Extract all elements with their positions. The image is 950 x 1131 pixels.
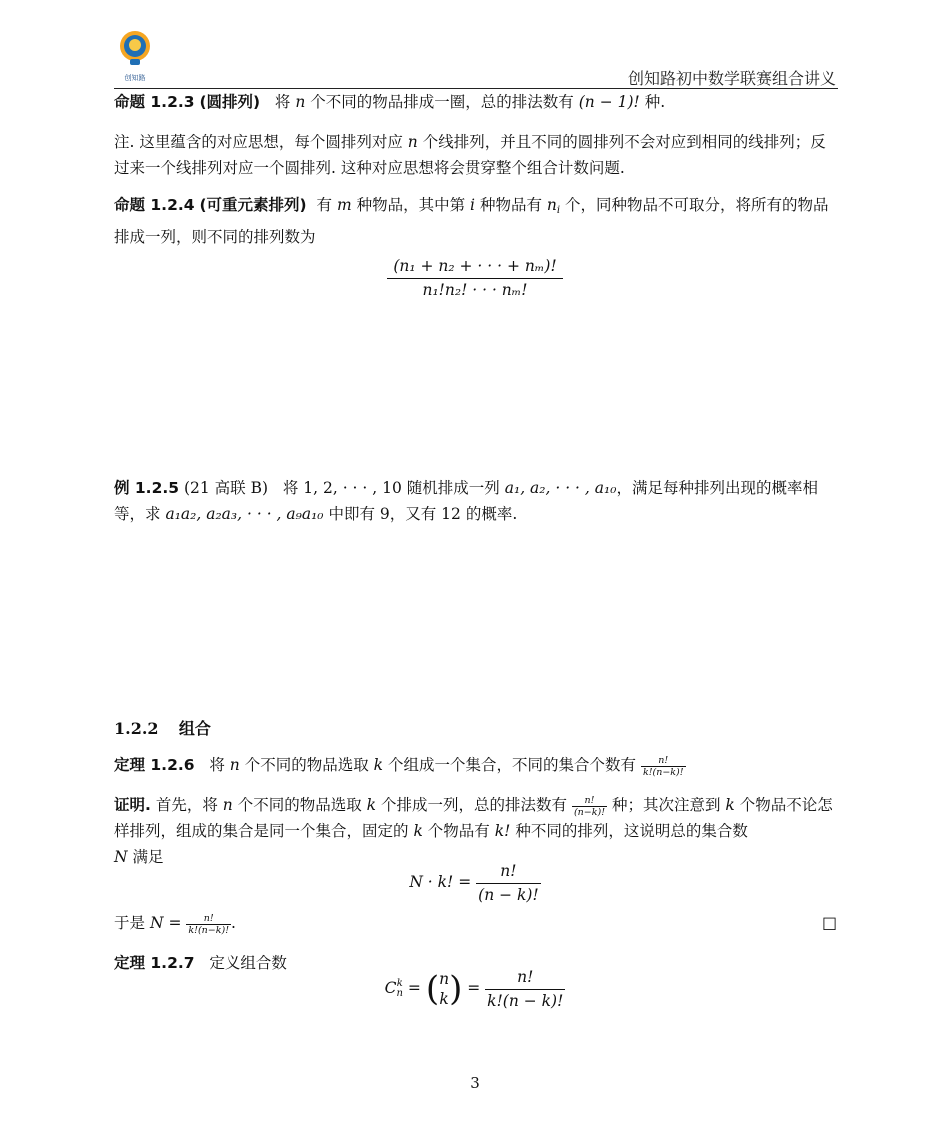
lightbulb-logo-icon [116,30,154,70]
logo [116,30,154,82]
multiset-permutation-formula: $\frac{\text{(n₁ + n₂ + · · · + nₘ)!}}{\text{n₁!n₂! · · · nₘ!}}$ [0,255,950,301]
theorem-1-2-7: 定理 1.2.7 定义组合数 [114,954,287,972]
combination-formula: C k n = ( n k ) = $\frac{n!}{k!(n - k)!}$ [384,968,564,1010]
logo-text: 创知路 [124,74,146,82]
proposition-1-2-3: 命题 1.2.3 (圆排列) 将 n 个不同的物品排成一圈，总的排法数有 (n − 1)! 种. [114,93,666,111]
header-title: 创知路初中数学联赛组合讲义 [627,69,836,88]
section-heading: 1.2.2 组合 [114,719,211,738]
qed-symbol: □ [822,913,838,932]
binomial-coefficient: ( n k ) [425,969,463,1009]
note-paragraph: 注. 这里蕴含的对应思想，每个圆排列对应 n 个线排列，并且不同的圆排列不会对应到相同的线排列；反过来一个线排列对应一个圆排列. 这种对应思想将会贯穿整个组合计数问题. [114,133,826,177]
proof-equation: N · k! = $\frac{n!}{(n - k)!}$ [409,862,539,904]
page-number: 3 [470,1074,480,1092]
proof-paragraph: 证明. 首先，将 n 个不同的物品选取 k 个排成一列，总的排法数有 $\frac{n!}{(n-k)!}$ 种；其次注意到 k 个物品不论怎样排列，组成的集合是同一个集合，固定的 k 个物品有 k! 种不同的排列，这说明总的集合数 N 满足 [114,794,833,866]
example-1-2-5: 例 1.2.5 (21 高联 B) 将 1, 2, · · · , 10 随机排成一列 a₁, a₂, · · · , a₁₀，满足每种排列出现的概率相等，求 a₁a₂, a₂a₃, · · · , a₉a₁₀ 中即有 9，又有 12 的概率. [114,479,818,523]
proposition-1-2-4: 命题 1.2.4 (可重元素排列) 有 m 种物品，其中第 i 种物品有 $n_i$ 个，同种物品不可取分，将所有的物品排成一列，则不同的排列数为 [114,196,829,246]
theorem-1-2-6: 定理 1.2.6 将 n 个不同的物品选取 k 个组成一个集合，不同的集合个数有 $\frac{n!}{k!(n-k)!}$ [114,754,684,778]
proof-conclusion: 于是 N = $\frac{n!}{k!(n-k)!}$ . [114,912,236,936]
